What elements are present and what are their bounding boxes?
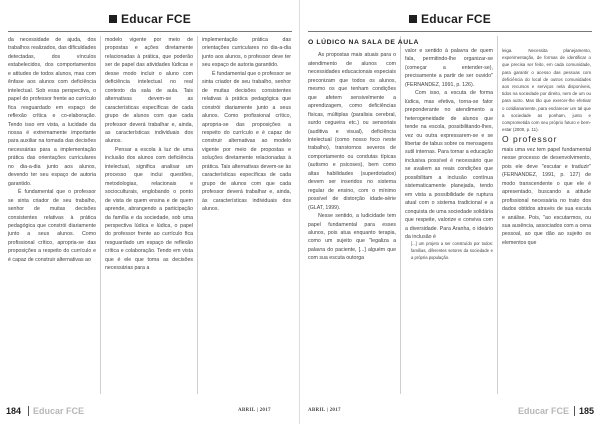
title-spacer	[405, 36, 493, 47]
paragraph: Pensar a escola à luz de uma inclusão dos alunos com deficiência intelectual, significa analisar um processo que inclui questões, metodologias, relacionais e socioculturais, englobando o ponto de vista de quem ensina e de quem aprende, abrangendo a participação da família e da sociedade, sob uma perspectiva lúdica e lúdica, o papel do professor frente ao currículo fica resguardado um espaço de reflexão crítica e colaboração. Tendo em vista que é ele que toma as decisões necessárias para a	[105, 146, 193, 272]
footer-brand: Educar FCE	[518, 406, 570, 416]
paragraph: leiga. Necessita planejamento, experimentação, de formas de identificar o que precisa ser feito, em cada comunidade, para garantir o acesso das pessoas com deficiência do local de outros comunidades aos recursos e serviços nela disponíveis, tidos na sociedade por direito, nem de um ou para outro. Mas tão que exercer-lhe efetivar o cotidianamente, para esclarecer um tal que a sociedade as ponham, junto e comprometida com seu próprio futuro e bem-estar (2000, p. 11).	[502, 48, 591, 133]
paragraph: Com isso, a escuta de forma lúdica, mas efetiva, torna-se fator preponderante no atendimento a heterogeneidade de alunos que tende na escola, possibilitando-lhes, vez ou outra expressarem-se e se libertar de tabus sobre os mensagens sutil internas. Para tornar a educação inclusiva possível é necessário que se avaliem as reais condições que possibilitam a inclusão contínua sistematicamente planejada, tendo em vista a possibilidade de ruptura atual com o sistema tradicional e a conquista de uma sociedade solidária que respeite, valorize e conviva com a diversidade. Para Aranha, o ideário da inclusão é	[405, 90, 493, 240]
text-column-2	[101, 36, 198, 394]
paragraph: valor e sentido à palavra de quem fala, permitindo-lhe organizar-se (começar a entender-se), precisamente a partir de ser ouvido" (FERNANDEZ, 1991, p. 126).	[405, 48, 493, 88]
paragraph: mais uma vez tem papel fundamental nesse processo de desenvolvimento, pois ele deve "escutar e traduzir" (FERNANDEZ, 1991, p. 127) de modo transcendente o que ele é apresentado, buscando a atitude profissional necessária no trato dos dados obtidos através de sua escuta e análise. Pois, "ao escutarmos, ou sua ausência, associados com a cena pessoal, ao que dão ao sujeito os elementos que	[502, 146, 591, 246]
paragraph	[502, 135, 591, 145]
footer-date: ABRIL | 2017	[308, 408, 341, 413]
header-title: Educar FCE	[120, 12, 191, 26]
square-bullet-icon	[109, 15, 117, 23]
header-rule	[8, 31, 292, 32]
page-footer	[0, 402, 300, 424]
paragraph: Nesse sentido, a ludicidade tem papel fundamental para esses alunos, pois atua enquanto terapia, como um sujeito que "legaliza a palavra do paciente, [...] alguém que com sua escuta outorga	[308, 213, 396, 262]
header-title: Educar FCE	[420, 12, 491, 26]
text-column-1	[304, 36, 420, 394]
page-header	[300, 10, 600, 28]
page-header	[0, 10, 300, 28]
text-column-3	[198, 36, 295, 394]
paragraph: É fundamental que o professor se sinta criador de seu trabalho, senhor de muitas decisões consistentes relativas à prática pedagógica que constrói diariamente junto a seus alunos. Como profissional crítico, apropria-se das proposições a respeito do currículo e é capaz de construir alternativas ao modelo vigente por meio de propostas e soluções diretamente relacionadas à prática. Tais alternativas devem-se às características específicas de cada grupo de alunos com que cada professor deverá trabalhar e, ainda, às características individuais dos alunos.	[202, 70, 291, 213]
text-column-1	[4, 36, 101, 394]
paragraph: É fundamental que o professor se sinta criador de seu trabalho, senhor de muitas decisões consistentes relativas à prática pedagógica que constrói diariamente junto a seus alunos. Como profissional crítico, apropria-se das proposições a respeito do currículo e é capaz de construir alternativas ao	[8, 189, 96, 263]
paragraph: da necessidade de ajuda, dos trabalhos realizados, das dificuldades detectadas, dos vínculos estabelecidos, dos comportamentos e atitudes de todos alunos, mas com ênfase aos alunos com deficiência intelectual. Sob essa perspectiva, o papel do professor frente ao currículo fica resguardado em espaço de reflexão crítica e co-elaboração. Tendo isso em vista, a lucidade da nossa é extremamente importante para auxiliar na tomada das decisões necessárias para a implementação prática das orientações curriculares no dia-a-dia junto aos alunos, devendo ter seu espaço de autoria garantido.	[8, 37, 96, 187]
footer-brand: Educar FCE	[33, 406, 85, 416]
page-footer	[300, 402, 600, 424]
footer-divider	[574, 406, 575, 416]
page-number: 184	[6, 406, 22, 416]
paragraph: modelo vigente por meio de propostas e ações diretamente relacionadas à prática, que poderão ser de papel das atividades lúdicas e desse modo incluir o aluno com deficiência intelectual no real contexto da sala de aula. Tais alternativas devem-se as características específicas de cada grupo de alunos com que cada professor deverá trabalhar e, ainda, as características individuais dos alunos.	[105, 37, 193, 145]
text-column-3	[498, 36, 595, 394]
footer-date: ABRIL | 2017	[238, 408, 271, 413]
lead-word: O professor	[502, 134, 558, 145]
page-number: 185	[579, 406, 595, 416]
footer-divider	[28, 406, 29, 416]
paragraph: implementação prática das orientações curriculares no dia-a-dia junto aos alunos, o professor deve ter seu espaço de autoria garantido.	[202, 37, 291, 69]
text-columns	[4, 36, 296, 394]
square-bullet-icon	[409, 15, 417, 23]
title-spacer	[502, 36, 591, 47]
article-title: O LÚDICO NA SALA DE AULA	[308, 39, 420, 46]
header-rule	[308, 31, 592, 32]
text-columns	[304, 36, 596, 394]
right-page	[300, 0, 600, 424]
block-quote: [...] um projeto a ser construído por todos: famílias, diferentes setores da sociedade e a própria população.	[411, 241, 493, 260]
text-column-2	[401, 36, 498, 394]
paragraph: As propostas mais atuais para o atendimento de alunos com necessidades educacionais especiais preconizam que todos os alunos, mesmo os que tenham condições que afetem sensivelmente a aprendizagem, como deficiências físicas, múltiplas (paralisia cerebral, surdo cegueira etc.) ou sensoriais (auditiva e visual), deficiência intelectual (como nosso foco neste trabalho), transtornos severos de comportamento ou condutas típicas (autismo e psicoses), bem como altas habilidades (superdotados) devem ser inseridos no sistema regular de ensino, com o mínimo possível de distorção idade-série (GLAT, 1999).	[308, 52, 396, 211]
